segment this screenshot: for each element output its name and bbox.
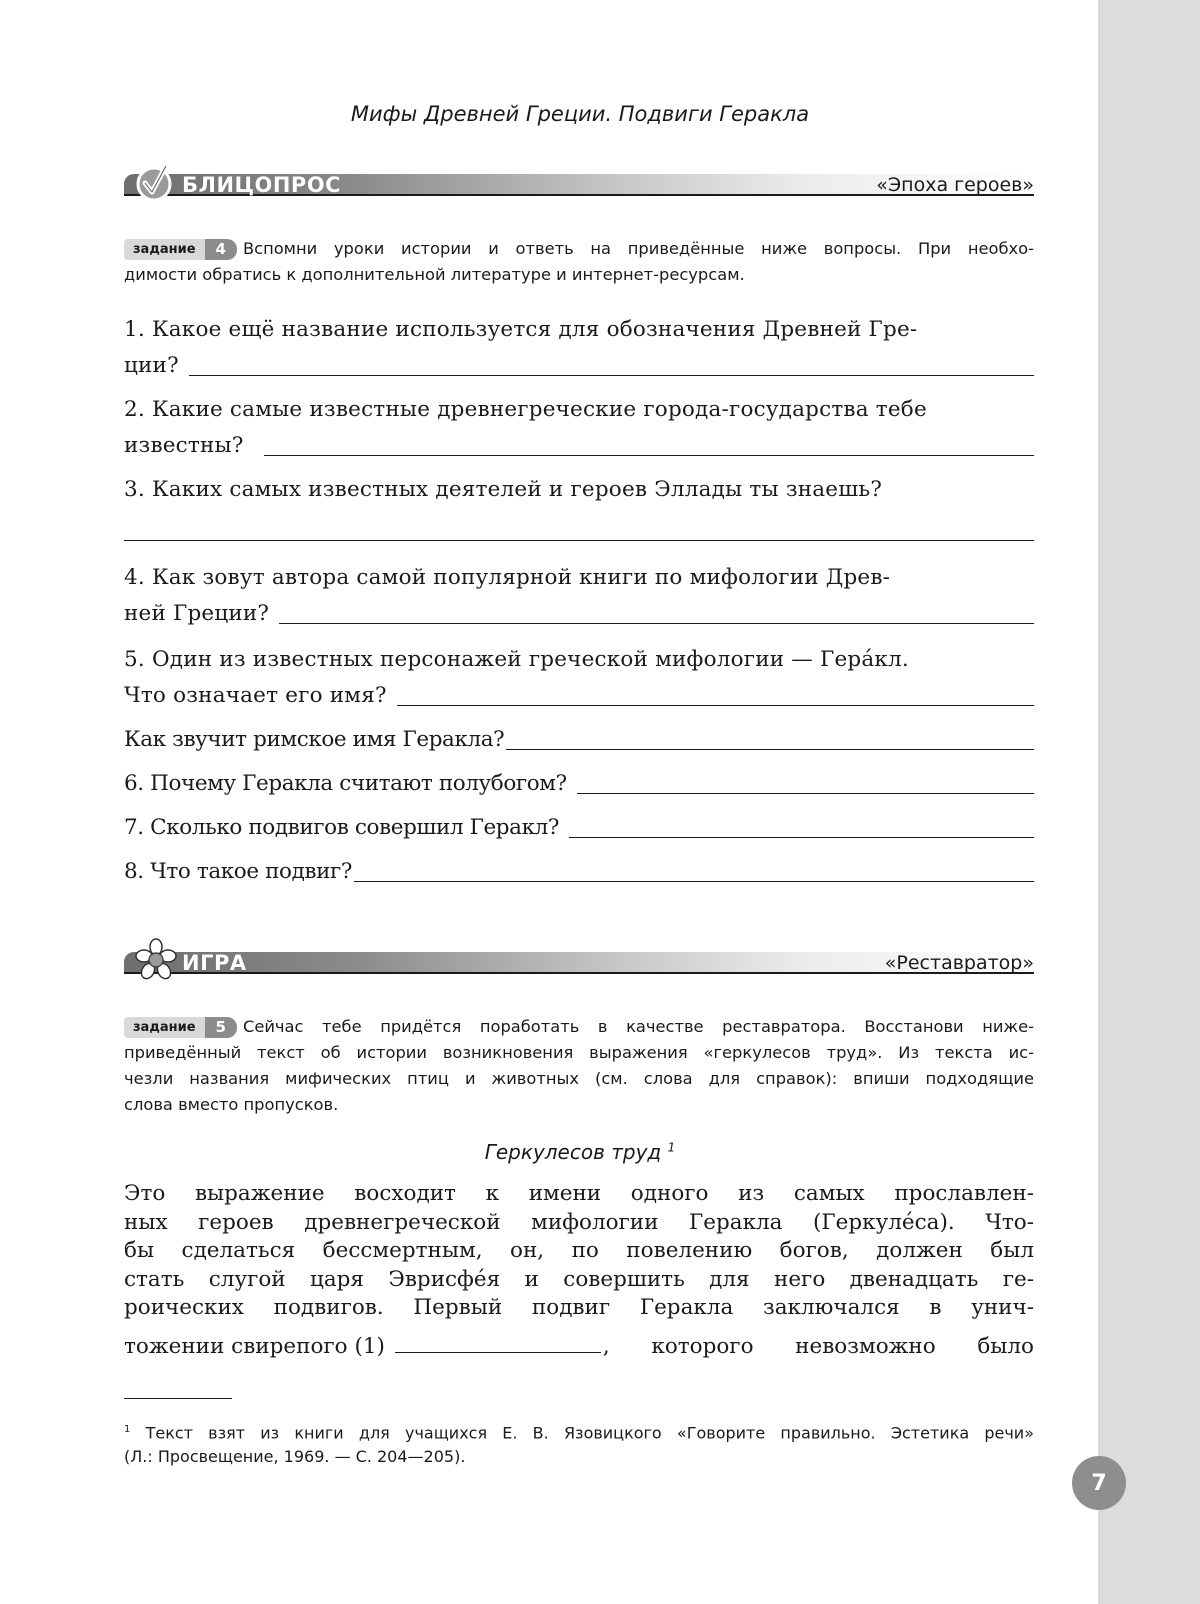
- question-3: 3. Каких самых известных деятелей и героев Эллады ты знаешь?: [124, 477, 883, 502]
- task-4-instructions: задание 4 Вспомни уроки истории и ответь на приведённые ниже вопросы. При необхо- димости обратись к дополнительной литературе и интернет-ресурсам.: [124, 239, 1034, 284]
- question-4: 4. Как зовут автора самой популярной книги по мифологии Древ- ней Греции?: [124, 560, 1034, 632]
- answer-line-8[interactable]: [354, 881, 1034, 882]
- blank-1[interactable]: [395, 1352, 601, 1353]
- question-1: 1. Какое ещё название используется для обозначения Древней Гре- ции?: [124, 312, 1034, 384]
- answer-line-3[interactable]: [124, 540, 1034, 541]
- task-badge: задание 5: [124, 1017, 237, 1038]
- question-2: 2. Какие самые известные древнегреческие города-государства тебе известны?: [124, 392, 1034, 464]
- task-5-instructions: задание 5 Сейчас тебе придётся поработать в качестве реставратора. Восстанови ниже- приведённый текст об истории возникновения выражения «геркулесов труд». Из текста ис- чезли названия мифических птиц и животных (см. слова для справок): впиши подходящие слова вместо пропусков.: [124, 1017, 1034, 1114]
- footnote-marker: 1: [667, 1140, 676, 1155]
- task-badge: задание 4: [124, 239, 237, 260]
- flower-icon: [134, 936, 178, 980]
- running-title: Мифы Древней Греции. Подвиги Геракла: [350, 102, 810, 126]
- restoration-text: Это выражение восходит к имени одного из самых прославлен- ных героев древнегреческой мифологии Геракла (Геркуле́са). Что- бы сделаться бессмертным, он, по повелению богов, должен был стать слугой царя Эврисфе́я и совершить для него двенадцать ге- роических подвигов. Первый подвиг Геракла заключался в унич- тожении свирепого (1) , которого невозможно было: [124, 1181, 1034, 1359]
- section-header-blitz: [124, 162, 1034, 198]
- answer-line-1[interactable]: [189, 375, 1034, 376]
- checkmark-circle-icon: [134, 162, 178, 202]
- footnote: $^1$ Текст взят из книги для учащихся Е. В. Язовицкого «Говорите правильно. Эстетика речи» (Л.: Просвещение, 1969. — С. 204—205).: [124, 1423, 1034, 1467]
- section-subtitle: «Эпоха героев»: [876, 174, 1034, 196]
- section-subtitle: «Реставратор»: [884, 952, 1034, 974]
- section-label: ИГРА: [182, 951, 247, 975]
- question-6: 6. Почему Геракла считают полубогом?: [124, 766, 1034, 802]
- section-header-game: [124, 940, 1034, 976]
- footnote-divider: [124, 1398, 232, 1399]
- question-7: 7. Сколько подвигов совершил Геракл?: [124, 810, 1034, 846]
- answer-line-5[interactable]: [397, 705, 1034, 706]
- section-label: БЛИЦОПРОС: [182, 173, 342, 197]
- answer-line-6[interactable]: [577, 793, 1034, 794]
- answer-line-7[interactable]: [569, 837, 1034, 838]
- answer-line-5b[interactable]: [506, 749, 1034, 750]
- question-5: 5. Один из известных персонажей греческой мифологии — Гера́кл. Что означает его имя?: [124, 642, 1034, 714]
- answer-line-2[interactable]: [264, 455, 1034, 456]
- text-title: Геркулесов труд $^1$: [484, 1140, 676, 1164]
- question-5b: Как звучит римское имя Геракла?: [124, 722, 1034, 758]
- page-number: 7: [1072, 1456, 1126, 1510]
- page-margin-strip: [1098, 0, 1200, 1604]
- question-8: 8. Что такое подвиг?: [124, 854, 1034, 890]
- answer-line-4[interactable]: [279, 623, 1034, 624]
